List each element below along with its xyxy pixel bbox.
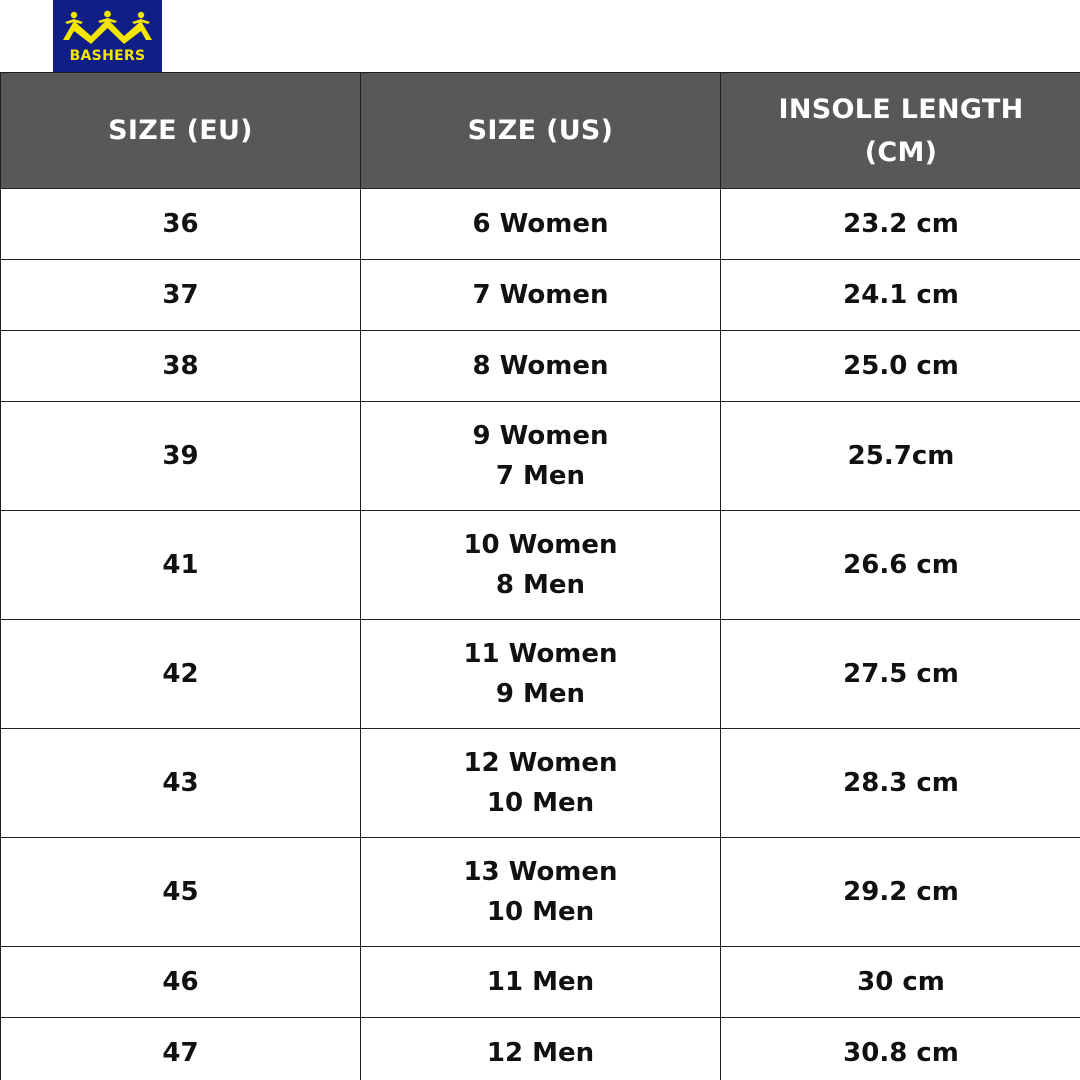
cell-size-us xyxy=(361,838,721,947)
table-row xyxy=(1,402,1080,511)
size-us-line: 13 Women xyxy=(463,857,618,887)
table-row xyxy=(1,838,1080,947)
header-insole-length-label: INSOLE LENGTH (CM) xyxy=(778,93,1024,168)
cell-insole-length: 29.2 cm xyxy=(721,838,1080,947)
size-us-line: 11 Women xyxy=(463,639,618,669)
cell-size-eu: 47 xyxy=(1,1018,361,1080)
cell-size-eu: 39 xyxy=(1,402,361,511)
cell-size-eu: 43 xyxy=(1,729,361,838)
header-size-us: SIZE (US) xyxy=(361,73,721,189)
cell-size-us xyxy=(361,260,721,331)
cell-insole-length: 23.2 cm xyxy=(721,189,1080,260)
cell-size-eu: 42 xyxy=(1,620,361,729)
size-us-line: 10 Men xyxy=(486,897,595,927)
cell-size-eu: 45 xyxy=(1,838,361,947)
brand-name: BASHERS xyxy=(69,48,146,64)
header-size-eu: SIZE (EU) xyxy=(1,73,361,189)
table-body xyxy=(1,189,1080,1080)
cell-insole-length: 24.1 cm xyxy=(721,260,1080,331)
cell-insole-length: 30 cm xyxy=(721,947,1080,1018)
cell-size-eu: 38 xyxy=(1,331,361,402)
cell-insole-length: 28.3 cm xyxy=(721,729,1080,838)
table-row xyxy=(1,1018,1080,1080)
size-us-line: 7 Women xyxy=(472,280,609,310)
table-row xyxy=(1,947,1080,1018)
cell-size-us xyxy=(361,402,721,511)
table-row xyxy=(1,189,1080,260)
size-us-line: 11 Men xyxy=(486,967,595,997)
cell-insole-length: 27.5 cm xyxy=(721,620,1080,729)
size-chart-table xyxy=(0,72,1080,1080)
table-row xyxy=(1,260,1080,331)
cell-size-us xyxy=(361,620,721,729)
size-us-line: 8 Men xyxy=(495,570,586,600)
table-row xyxy=(1,620,1080,729)
cell-insole-length: 25.7cm xyxy=(721,402,1080,511)
size-us-line: 12 Men xyxy=(486,1038,595,1068)
header-insole-length xyxy=(721,73,1080,189)
size-us-line: 8 Women xyxy=(472,351,609,381)
brand-logo xyxy=(53,0,162,72)
size-us-line: 10 Women xyxy=(463,530,618,560)
size-us-line: 7 Men xyxy=(495,461,586,491)
cell-size-us xyxy=(361,331,721,402)
cell-size-us xyxy=(361,189,721,260)
size-us-line: 12 Women xyxy=(463,748,618,778)
size-us-line: 9 Men xyxy=(495,679,586,709)
cell-size-eu: 36 xyxy=(1,189,361,260)
cell-insole-length: 30.8 cm xyxy=(721,1018,1080,1080)
cell-insole-length: 26.6 cm xyxy=(721,511,1080,620)
cell-size-eu: 37 xyxy=(1,260,361,331)
table-row xyxy=(1,729,1080,838)
cell-size-us xyxy=(361,947,721,1018)
table-row xyxy=(1,331,1080,402)
size-us-line: 9 Women xyxy=(472,421,609,451)
header-row xyxy=(1,73,1080,189)
cell-size-us xyxy=(361,1018,721,1080)
cell-size-us xyxy=(361,511,721,620)
size-us-line: 10 Men xyxy=(486,788,595,818)
size-us-line: 6 Women xyxy=(472,209,609,239)
cell-size-us xyxy=(361,729,721,838)
table-row xyxy=(1,511,1080,620)
cell-insole-length: 25.0 cm xyxy=(721,331,1080,402)
cell-size-eu: 41 xyxy=(1,511,361,620)
cell-size-eu: 46 xyxy=(1,947,361,1018)
